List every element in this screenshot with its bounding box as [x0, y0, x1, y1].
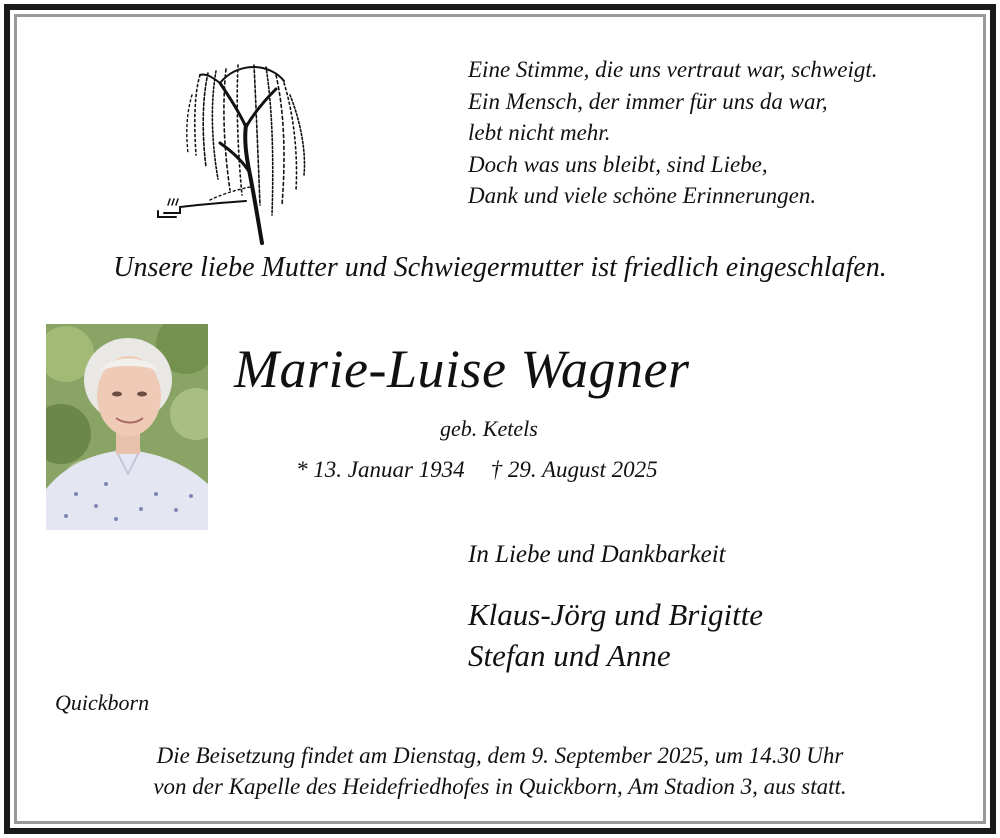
birth-date: * 13. Januar 1934: [296, 457, 465, 482]
family-line: Klaus-Jörg und Brigitte: [468, 597, 764, 632]
death-date: † 29. August 2025: [490, 457, 658, 482]
family-names: [468, 594, 763, 676]
family-line: Stefan und Anne: [468, 638, 671, 673]
funeral-line: Die Beisetzung findet am Dienstag, dem 9. September 2025, um 14.30 Uhr: [156, 743, 844, 768]
weeping-willow-icon: [150, 55, 320, 250]
poem-line: Eine Stimme, die uns vertraut war, schweigt.: [468, 57, 878, 82]
poem-line: Dank und viele schöne Erinnerungen.: [468, 183, 817, 208]
portrait-photo: [46, 324, 208, 530]
funeral-notice: [0, 740, 1000, 802]
funeral-line: von der Kapelle des Heidefriedhofes in Quickborn, Am Stadion 3, aus statt.: [153, 774, 847, 799]
place: Quickborn: [55, 690, 150, 715]
deceased-name: Marie-Luise Wagner: [234, 339, 690, 399]
poem-line: Doch was uns bleibt, sind Liebe,: [468, 151, 768, 177]
thanks-line: In Liebe und Dankbarkeit: [468, 541, 726, 568]
headline: Unsere liebe Mutter und Schwiegermutter ist friedlich eingeschlafen.: [113, 252, 887, 283]
life-dates: [296, 457, 658, 483]
poem-line: Ein Mensch, der immer für uns da war,: [468, 88, 828, 114]
poem-line: lebt nicht mehr.: [468, 120, 611, 145]
birth-name: geb. Ketels: [440, 416, 538, 441]
poem: [468, 54, 878, 212]
